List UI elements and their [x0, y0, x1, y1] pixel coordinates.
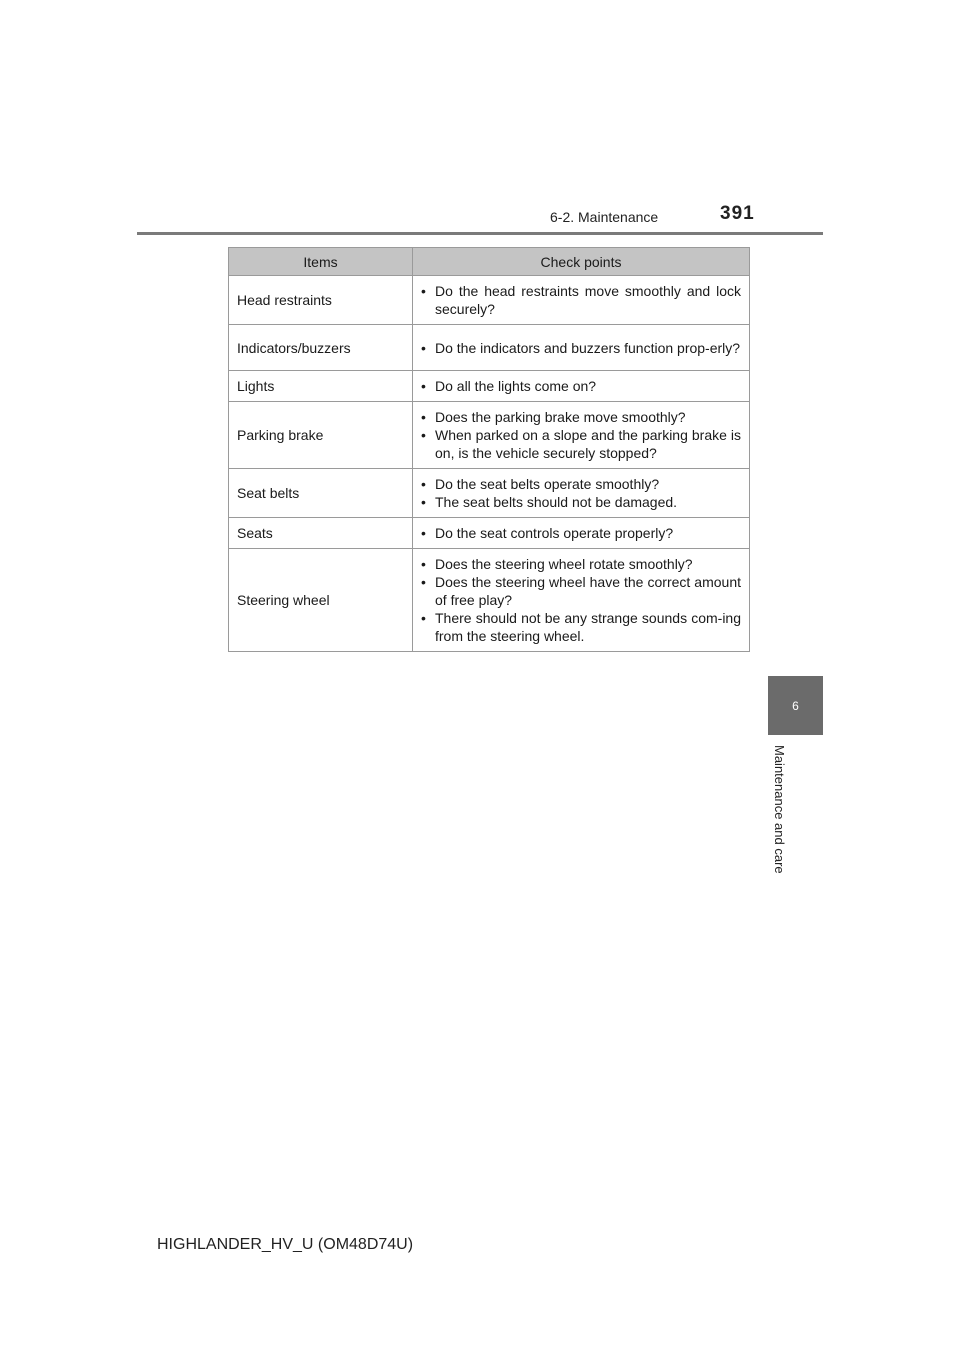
list-item: • Does the parking brake move smoothly?: [421, 408, 741, 426]
row-points: [413, 469, 750, 518]
table-row: [229, 325, 750, 371]
header-rule: [137, 232, 823, 235]
chapter-tab: [768, 676, 823, 735]
column-header-items: Items: [229, 248, 413, 276]
column-header-check-points: Check points: [413, 248, 750, 276]
row-points: [413, 371, 750, 402]
row-points: [413, 518, 750, 549]
list-item: • Does the steering wheel have the correct amount of free play?: [421, 573, 741, 609]
row-item: Indicators/buzzers: [229, 325, 413, 371]
row-item: Seat belts: [229, 469, 413, 518]
check-points-table: [228, 247, 750, 652]
table-row: [229, 402, 750, 469]
table-row: [229, 518, 750, 549]
chapter-number: 6: [792, 698, 799, 713]
section-title: 6-2. Maintenance: [550, 209, 659, 225]
row-points: [413, 402, 750, 469]
list-item: • Do the head restraints move smoothly and lock securely?: [421, 282, 741, 318]
table-row: [229, 371, 750, 402]
row-points: [413, 325, 750, 371]
row-item: Steering wheel: [229, 549, 413, 652]
page-number: 391: [720, 203, 755, 224]
manual-id: HIGHLANDER_HV_U (OM48D74U): [157, 1236, 414, 1253]
chapter-label: [772, 745, 792, 895]
row-item: Seats: [229, 518, 413, 549]
table-row: [229, 469, 750, 518]
list-item: • Do the seat belts operate smoothly?: [421, 475, 741, 493]
list-item: • Do the indicators and buzzers function prop-erly?: [421, 339, 741, 357]
row-points: [413, 276, 750, 325]
row-item: Parking brake: [229, 402, 413, 469]
list-item: • There should not be any strange sounds com-ing from the steering wheel.: [421, 609, 741, 645]
list-item: • When parked on a slope and the parking brake is on, is the vehicle securely stopped?: [421, 426, 741, 462]
list-item: • Do the seat controls operate properly?: [421, 524, 741, 542]
chapter-title: Maintenance and care: [772, 745, 787, 874]
list-item: • The seat belts should not be damaged.: [421, 493, 741, 511]
list-item: • Do all the lights come on?: [421, 377, 741, 395]
table-row: [229, 549, 750, 652]
row-item: Head restraints: [229, 276, 413, 325]
row-item: Lights: [229, 371, 413, 402]
table-row: [229, 276, 750, 325]
table-header-row: [229, 248, 750, 276]
list-item: • Does the steering wheel rotate smoothly?: [421, 555, 741, 573]
row-points: [413, 549, 750, 652]
